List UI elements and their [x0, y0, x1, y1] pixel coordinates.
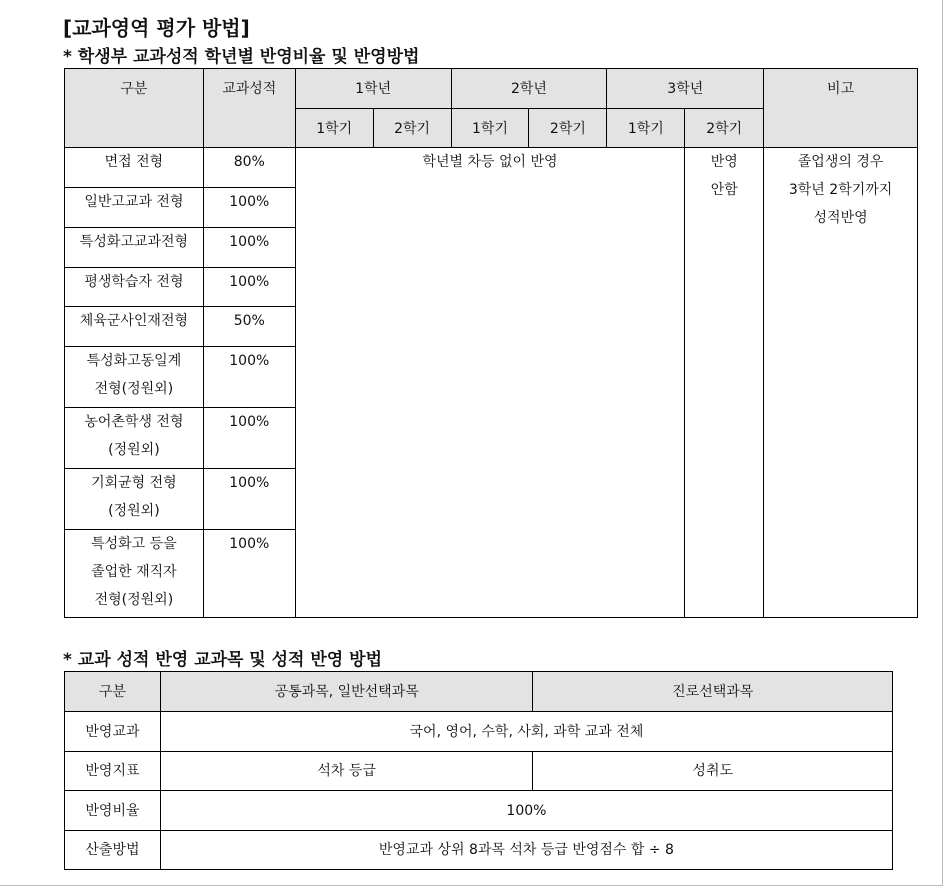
row-score: 100%	[203, 530, 295, 618]
row-score: 80%	[203, 148, 295, 188]
header-y3-sem1: 1학기	[607, 109, 685, 148]
row-label-calc: 산출방법	[65, 831, 161, 870]
row-label-index: 반영지표	[65, 752, 161, 791]
merged-not-reflected-cell: 반영 안함	[685, 148, 764, 618]
header-y2-sem1: 1학기	[451, 109, 529, 148]
header-category: 구분	[65, 69, 204, 148]
calc-value: 반영교과 상위 8과목 석차 등급 반영점수 합 ÷ 8	[160, 831, 892, 870]
row-name: 면접 전형	[65, 148, 204, 188]
row-name: 기회균형 전형 (정원외)	[65, 469, 204, 530]
merged-note-cell: 졸업생의 경우 3학년 2학기까지 성적반영	[764, 148, 918, 618]
header-category: 구분	[65, 672, 161, 712]
header-year3: 3학년	[607, 69, 764, 109]
header-y1-sem1: 1학기	[295, 109, 373, 148]
header-y1-sem2: 2학기	[373, 109, 451, 148]
header-grade-score: 교과성적	[203, 69, 295, 148]
header-common-subjects: 공통과목, 일반선택과목	[160, 672, 533, 712]
header-note: 비고	[764, 69, 918, 148]
header-career-subjects: 진로선택과목	[533, 672, 893, 712]
row-score: 50%	[203, 307, 295, 347]
row-label-ratio: 반영비율	[65, 791, 161, 831]
header-y2-sem2: 2학기	[529, 109, 607, 148]
row-score: 100%	[203, 228, 295, 268]
subjects-value: 국어, 영어, 수학, 사회, 과학 교과 전체	[160, 712, 892, 752]
row-score: 100%	[203, 268, 295, 307]
row-score: 100%	[203, 469, 295, 530]
index-common-value: 석차 등급	[160, 752, 533, 791]
row-name: 평생학습자 전형	[65, 268, 204, 307]
row-label-subjects: 반영교과	[65, 712, 161, 752]
header-year2: 2학년	[451, 69, 607, 109]
row-name: 체육군사인재전형	[65, 307, 204, 347]
ratio-value: 100%	[160, 791, 892, 831]
row-name: 특성화고 등을 졸업한 재직자 전형(정원외)	[65, 530, 204, 618]
row-score: 100%	[203, 188, 295, 228]
header-year1: 1학년	[295, 69, 451, 109]
merged-reflect-cell: 학년별 차등 없이 반영	[295, 148, 685, 618]
row-name: 특성화고동일계 전형(정원외)	[65, 347, 204, 408]
row-score: 100%	[203, 408, 295, 469]
row-name: 특성화고교과전형	[65, 228, 204, 268]
row-score: 100%	[203, 347, 295, 408]
header-y3-sem2: 2학기	[685, 109, 764, 148]
row-name: 일반고교과 전형	[65, 188, 204, 228]
section1-title: * 학생부 교과성적 학년별 반영비율 및 반영방법	[63, 47, 420, 67]
row-name: 농어촌학생 전형 (정원외)	[65, 408, 204, 469]
index-career-value: 성취도	[533, 752, 893, 791]
section2-title: * 교과 성적 반영 교과목 및 성적 반영 방법	[63, 650, 382, 670]
grade-ratio-table	[64, 68, 918, 618]
subject-method-table	[64, 671, 893, 870]
page-title: [교과영역 평가 방법]	[63, 16, 250, 40]
